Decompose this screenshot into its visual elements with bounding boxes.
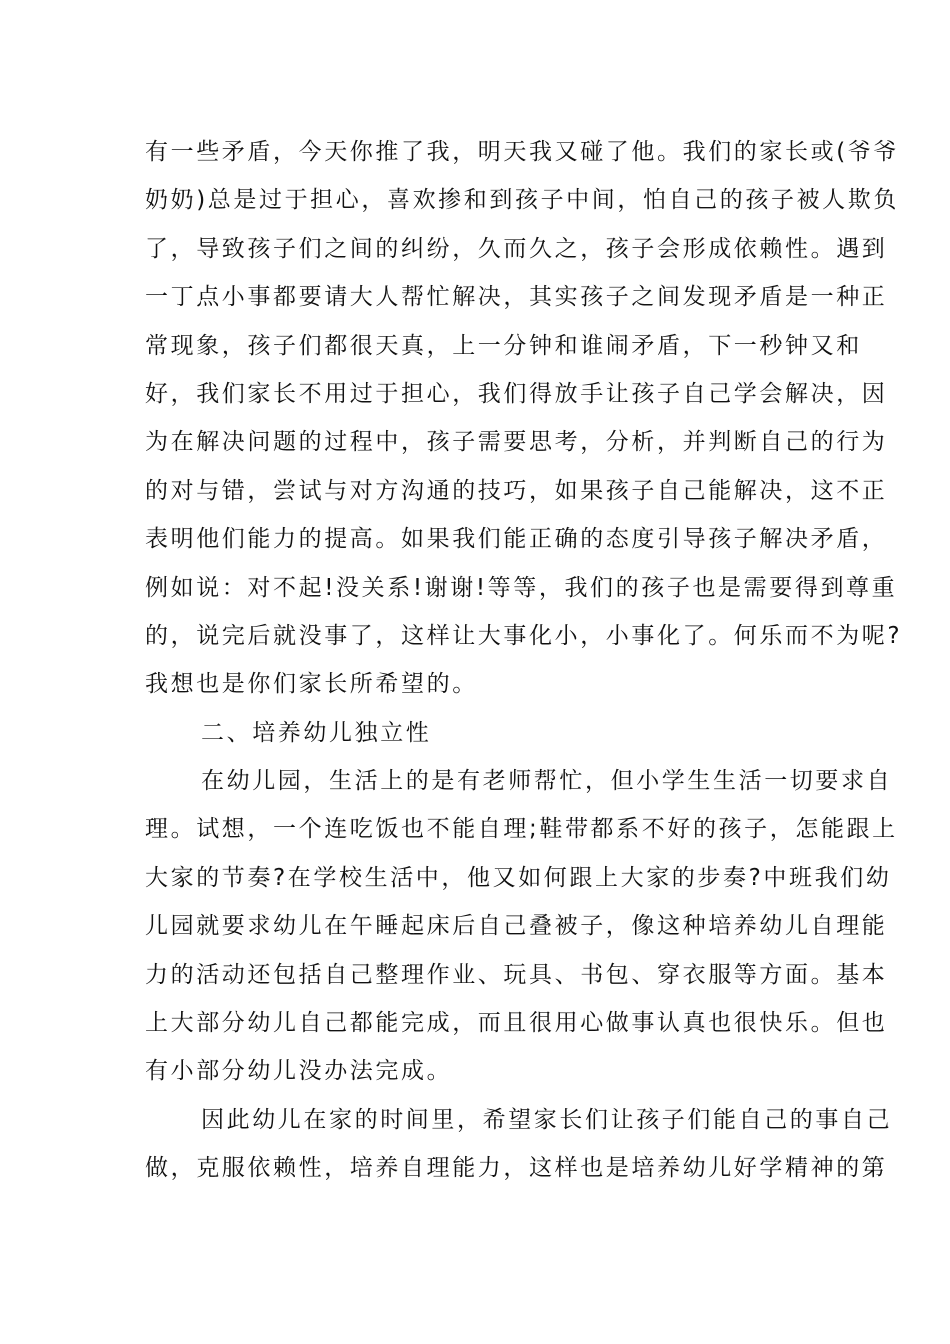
text-line: 为在解决问题的过程中，孩子需要思考，分析，并判断自己的行为 — [145, 429, 888, 456]
text-line: 在幼儿园，生活上的是有老师帮忙，但小学生生活一切要求自 — [201, 768, 893, 795]
section-heading: 二、培养幼儿独立性 — [201, 719, 432, 746]
text-line: 好，我们家长不用过于担心，我们得放手让孩子自己学会解决，因 — [145, 380, 888, 407]
text-line: 例如说：对不起!没关系!谢谢!等等，我们的孩子也是需要得到尊重 — [145, 574, 898, 601]
text-line: 儿园就要求幼儿在午睡起床后自己叠被子，像这种培养幼儿自理能 — [145, 913, 888, 940]
text-line: 上大部分幼儿自己都能完成，而且很用心做事认真也很快乐。但也 — [145, 1010, 888, 1037]
document-body — [145, 128, 903, 1193]
text-line: 奶奶)总是过于担心，喜欢掺和到孩子中间，怕自己的孩子被人欺负 — [145, 187, 899, 214]
text-line: 做，克服依赖性，培养自理能力，这样也是培养幼儿好学精神的第 — [145, 1155, 888, 1182]
text-line: 有一些矛盾，今天你推了我，明天我又碰了他。我们的家长或(爷爷 — [145, 139, 899, 165]
text-line: 有小部分幼儿没办法完成。 — [145, 1058, 453, 1085]
text-line: 因此幼儿在家的时间里，希望家长们让孩子们能自己的事自己 — [201, 1106, 893, 1133]
text-line: 大家的节奏?在学校生活中，他又如何跟上大家的步奏?中班我们幼 — [145, 864, 892, 891]
text-line: 力的活动还包括自己整理作业、玩具、书包、穿衣服等方面。基本 — [145, 961, 888, 988]
text-line: 的对与错，尝试与对方沟通的技巧，如果孩子自己能解决，这不正 — [145, 477, 888, 504]
text-line: 了，导致孩子们之间的纠纷，久而久之，孩子会形成依赖性。遇到 — [145, 235, 888, 262]
text-line: 表明他们能力的提高。如果我们能正确的态度引导孩子解决矛盾， — [145, 526, 888, 553]
text-line: 一丁点小事都要请大人帮忙解决，其实孩子之间发现矛盾是一种正 — [145, 284, 888, 311]
text-line: 理。试想，一个连吃饭也不能自理;鞋带都系不好的孩子，怎能跟上 — [145, 816, 898, 843]
text-line: 的，说完后就没事了，这样让大事化小，小事化了。何乐而不为呢? — [145, 622, 903, 649]
text-line: 我想也是你们家长所希望的。 — [145, 671, 478, 698]
text-line: 常现象，孩子们都很天真，上一分钟和谁闹矛盾，下一秒钟又和 — [145, 332, 862, 359]
